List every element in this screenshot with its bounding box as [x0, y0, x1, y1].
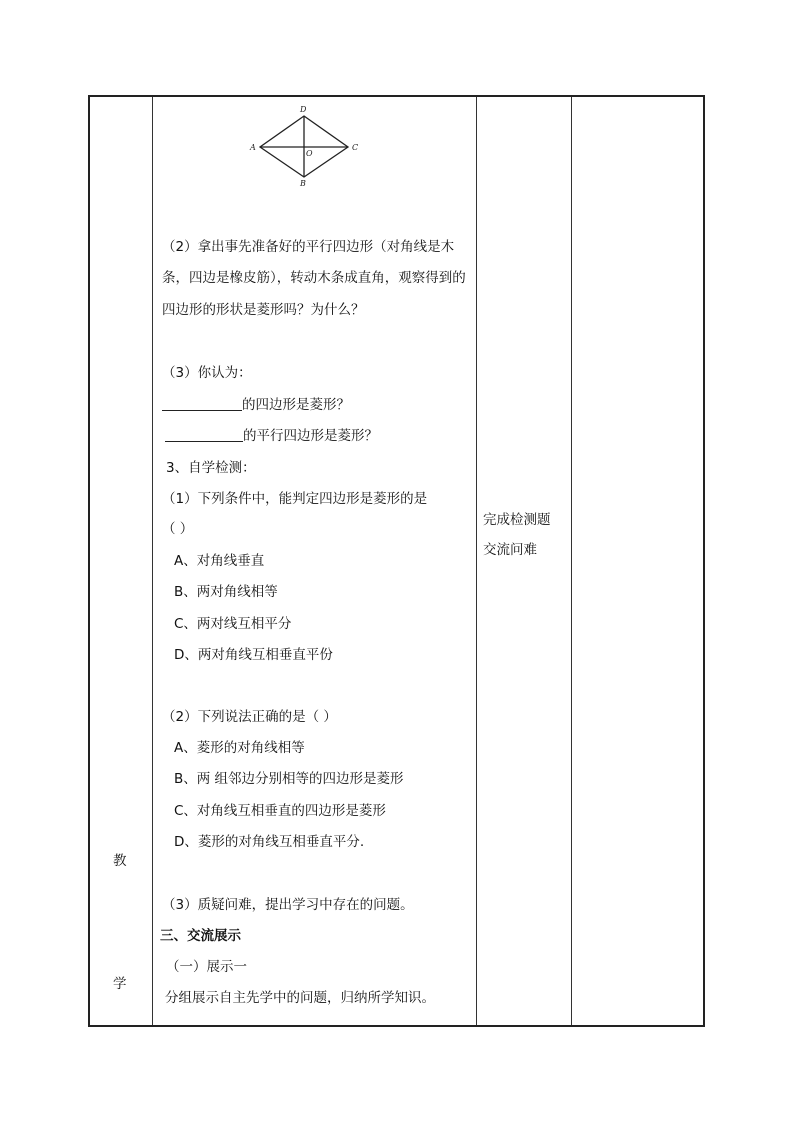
q3-fill1-text: 的四边形是菱形？ [242, 397, 350, 413]
ex1-option-c: C、两对线互相平分 [174, 616, 292, 632]
activity-line2: 交流问难 [483, 542, 537, 558]
q3-fill2 [165, 427, 378, 445]
fill-blank [165, 427, 243, 442]
fill-blank [162, 396, 242, 411]
rhombus-diagram [240, 100, 370, 192]
q2-line1: （2）拿出事先准备好的平行四边形（对角线是木 [162, 239, 455, 255]
label-O: O [306, 149, 313, 158]
ex2-option-c: C、对角线互相垂直的四边形是菱形 [174, 803, 386, 819]
label-A: A [250, 143, 256, 152]
ex1-option-d: D、两对角线互相垂直平份 [174, 647, 333, 663]
q3-fill2-text: 的平行四边形是菱形？ [243, 428, 378, 444]
ex2-line1: （2）下列说法正确的是（ ） [162, 709, 337, 725]
label-D: D [300, 105, 307, 114]
q3-fill1 [162, 396, 350, 414]
q3-title: （3）你认为： [162, 365, 252, 381]
ex1-option-a: A、对角线垂直 [174, 553, 265, 569]
ex2-option-b: B、两 组邻边分别相等的四边形是菱形 [174, 771, 404, 787]
section3-title: 三、交流展示 [160, 928, 241, 944]
q2-line3: 四边形的形状是菱形吗？为什么？ [162, 302, 365, 318]
label-C: C [352, 143, 359, 152]
left-col-char-jiao: 教 [113, 853, 127, 869]
ex2-option-a: A、菱形的对角线相等 [174, 740, 305, 756]
q2-line2: 条，四边是橡皮筋），转动木条成直角，观察得到的 [162, 270, 466, 286]
ex1-option-b: B、两对角线相等 [174, 584, 278, 600]
show1-title: （一）展示一 [166, 959, 247, 975]
selfcheck-title: 3、自学检测： [166, 460, 256, 476]
column-divider [152, 97, 153, 1025]
ex1-line2: （ ） [162, 521, 194, 537]
ex1-line1: （1）下列条件中，能判定四边形是菱形的是 [162, 491, 428, 507]
label-B: B [300, 179, 306, 188]
activity-line1: 完成检测题 [483, 512, 551, 528]
show1-text: 分组展示自主先学中的问题，归纳所学知识。 [165, 990, 435, 1006]
column-divider [476, 97, 477, 1025]
ex2-option-d: D、菱形的对角线互相垂直平分. [174, 834, 365, 850]
left-col-char-xue: 学 [113, 976, 127, 992]
ex3-line: （3）质疑问难，提出学习中存在的问题。 [162, 897, 414, 913]
column-divider [571, 97, 572, 1025]
